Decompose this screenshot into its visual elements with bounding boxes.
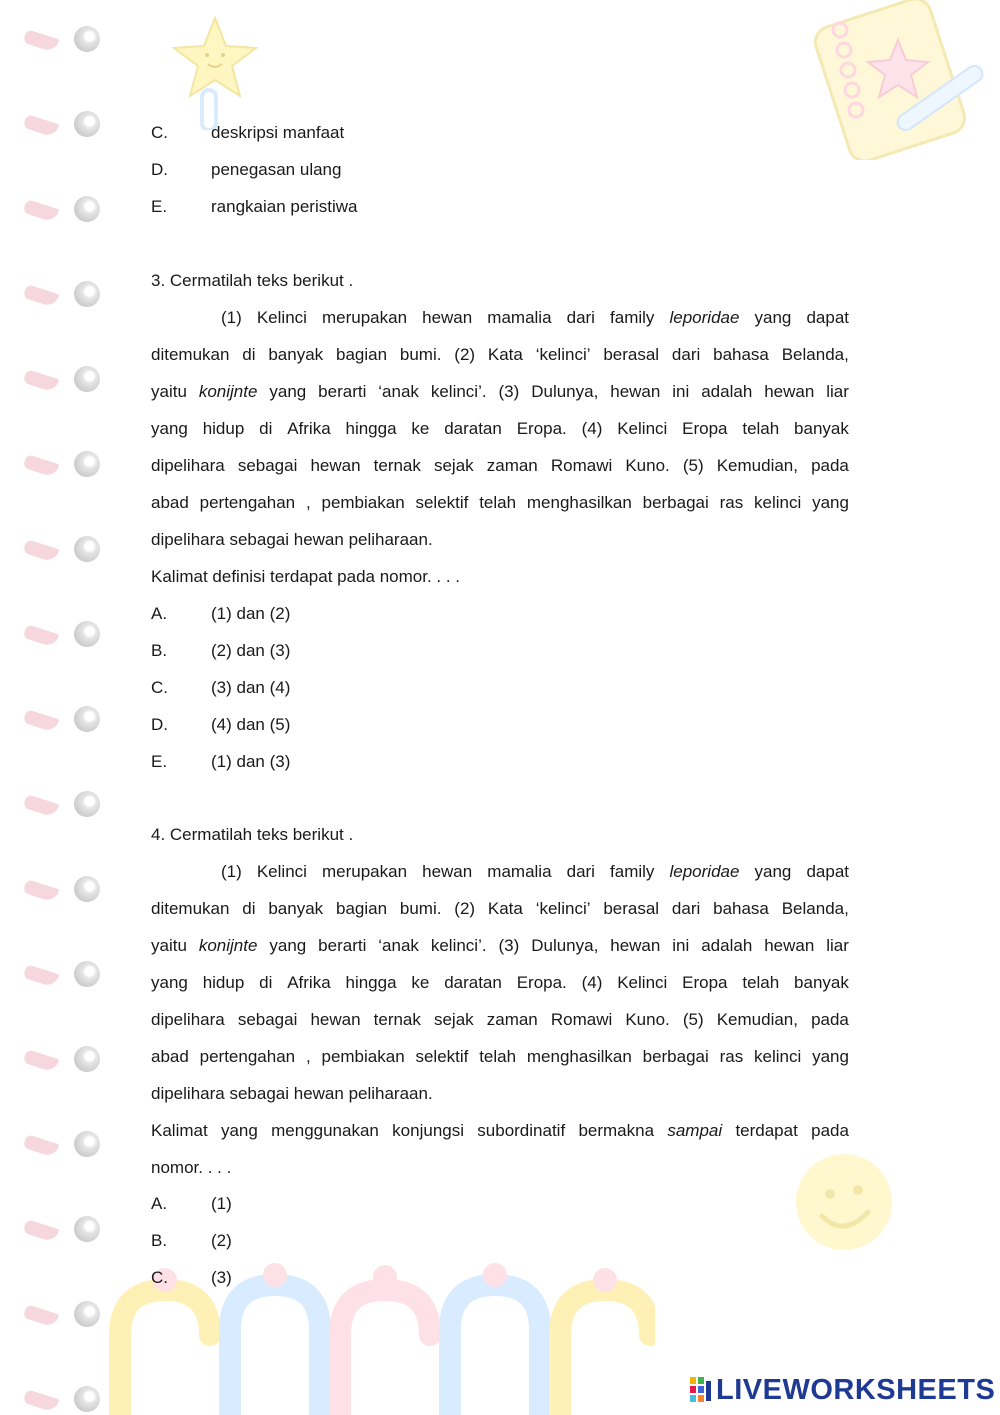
word: bagian	[335, 899, 388, 918]
binder-ring-icon	[74, 26, 100, 52]
word: sebagai	[237, 1010, 298, 1029]
word: terdapat	[735, 1121, 798, 1140]
binder-tab	[23, 29, 60, 53]
passage-line	[151, 1009, 849, 1031]
passage-line	[151, 1083, 849, 1105]
answer-option	[151, 1267, 849, 1289]
word: berarti	[318, 936, 367, 955]
word: sebagai	[229, 1084, 294, 1103]
italic-term: konijnte	[198, 382, 258, 401]
word: Eropa	[682, 973, 728, 992]
binder-tab	[23, 114, 60, 138]
word: yang	[151, 419, 188, 438]
option-letter: A.	[151, 1194, 168, 1213]
word: bumi.	[399, 899, 442, 918]
word: di	[242, 345, 256, 364]
word: Kata	[487, 899, 523, 918]
binder-tab	[23, 1134, 60, 1158]
binder-margin	[0, 0, 110, 1414]
binder-tab	[23, 284, 60, 308]
word: ternak	[373, 456, 421, 475]
word: Eropa	[682, 419, 728, 438]
word: banyak	[268, 345, 324, 364]
word: berbagai	[642, 493, 709, 512]
option-letter: C.	[151, 1268, 168, 1287]
word: ini	[672, 382, 690, 401]
word: Romawi	[550, 456, 613, 475]
binder-ring-icon	[74, 961, 100, 987]
binder-ring-icon	[74, 1216, 100, 1242]
q4-question-continued: nomor. . . .	[151, 1158, 232, 1177]
binder-tab	[23, 369, 60, 393]
passage-line	[151, 418, 849, 440]
word: Kuno.	[625, 1010, 670, 1029]
word: family	[610, 308, 655, 327]
binder-tab	[23, 709, 60, 733]
word: (3)	[498, 936, 520, 955]
answer-option	[151, 603, 849, 625]
star-clip-decoration	[160, 10, 270, 130]
passage-line	[151, 529, 849, 551]
word: pada	[811, 456, 849, 475]
word: yang	[812, 1047, 849, 1066]
answer-option	[151, 677, 849, 699]
word: family	[610, 862, 655, 881]
word: telah	[479, 1047, 517, 1066]
word: Dulunya,	[531, 936, 599, 955]
word: Kelinci	[617, 419, 668, 438]
word: dipelihara	[151, 1084, 230, 1103]
option-letter: C.	[151, 678, 168, 697]
binder-tab	[23, 539, 60, 563]
word: adalah	[701, 382, 753, 401]
word: dapat	[806, 308, 849, 327]
binder-tab	[23, 964, 60, 988]
binder-tab	[23, 199, 60, 223]
option-text: (2) dan (3)	[211, 641, 291, 660]
word: merupakan	[322, 862, 408, 881]
word: pertengahan	[199, 493, 296, 512]
word: bumi.	[399, 345, 442, 364]
binder-tab	[23, 794, 60, 818]
word: dari	[671, 899, 701, 918]
word: berbagai	[642, 1047, 709, 1066]
word: pada	[811, 1121, 849, 1140]
word: dari	[566, 862, 595, 881]
answer-option	[151, 122, 849, 144]
option-text: (2)	[211, 1231, 232, 1250]
answer-option	[151, 1230, 849, 1252]
word: di	[259, 419, 273, 438]
q3-question: Kalimat definisi terdapat pada nomor. . . .	[151, 567, 461, 586]
word: Kalimat	[151, 1121, 208, 1140]
option-text: (4) dan (5)	[211, 715, 291, 734]
word: Kemudian,	[716, 1010, 798, 1029]
option-text: (3)	[211, 1268, 232, 1287]
word: liar	[826, 936, 849, 955]
q4-heading: 4. Cermatilah teks berikut .	[151, 825, 354, 844]
word: (1)	[221, 862, 242, 881]
word: mamalia	[487, 862, 552, 881]
word: banyak	[268, 899, 324, 918]
binder-ring-icon	[74, 1131, 100, 1157]
word: daratan	[444, 973, 502, 992]
word: hewan	[610, 382, 661, 401]
binder-ring-icon	[74, 706, 100, 732]
word: banyak	[794, 973, 849, 992]
word: berasal	[603, 899, 660, 918]
word: Kemudian,	[716, 456, 798, 475]
word: ke	[411, 419, 430, 438]
binder-tab	[23, 1304, 60, 1328]
binder-tab	[23, 1049, 60, 1073]
binder-ring-icon	[74, 1046, 100, 1072]
word: ternak	[373, 1010, 421, 1029]
binder-tab	[23, 879, 60, 903]
word: bahasa	[713, 899, 769, 918]
word: yang	[151, 973, 188, 992]
word: hidup	[202, 419, 245, 438]
binder-ring-icon	[74, 196, 100, 222]
word: hingga	[345, 973, 397, 992]
word: (5)	[682, 456, 704, 475]
binder-ring-icon	[74, 366, 100, 392]
word: ditemukan	[151, 345, 230, 364]
word: liar	[826, 382, 849, 401]
option-letter: D.	[151, 715, 168, 734]
word: (2)	[454, 899, 476, 918]
word: hewan	[764, 382, 815, 401]
word: daratan	[444, 419, 502, 438]
word: (1)	[221, 308, 242, 327]
word: Belanda,	[781, 899, 849, 918]
passage-line	[151, 455, 849, 477]
word: pertengahan	[199, 1047, 296, 1066]
passage-line	[151, 898, 849, 920]
liveworksheets-brand	[690, 1373, 995, 1407]
word: telah	[479, 493, 517, 512]
word: adalah	[701, 936, 753, 955]
word: hingga	[345, 419, 397, 438]
passage-line	[151, 935, 849, 957]
answer-option	[151, 751, 849, 773]
word: yang	[269, 936, 307, 955]
option-letter: C.	[151, 123, 168, 142]
option-text: (1) dan (3)	[211, 752, 291, 771]
word: Afrika	[287, 973, 331, 992]
passage-line	[151, 381, 849, 403]
word: selektif	[415, 1047, 469, 1066]
word: ditemukan	[151, 899, 230, 918]
word: kelinci	[754, 1047, 802, 1066]
word: hewan	[764, 936, 815, 955]
word: dipelihara	[151, 530, 230, 549]
word: (4)	[581, 419, 603, 438]
word: ‘kelinci’	[535, 899, 591, 918]
word: yang	[754, 862, 792, 881]
word: hewan	[293, 1084, 349, 1103]
answer-option	[151, 1193, 849, 1215]
option-text: rangkaian peristiwa	[211, 197, 358, 216]
italic-term: leporidae	[669, 862, 740, 881]
passage-line	[221, 861, 849, 883]
brand-name: LIVEWORKSHEETS	[716, 1373, 996, 1406]
word: menghasilkan	[526, 1047, 632, 1066]
word: pembiakan	[321, 1047, 405, 1066]
word: yaitu	[151, 382, 187, 401]
q4-question	[151, 1120, 849, 1142]
word: hewan	[422, 308, 473, 327]
word: Kelinci	[256, 862, 307, 881]
word: Kelinci	[256, 308, 307, 327]
word: konjungsi	[392, 1121, 464, 1140]
passage-line	[151, 344, 849, 366]
word: Romawi	[550, 1010, 613, 1029]
word: selektif	[415, 493, 469, 512]
word: merupakan	[322, 308, 408, 327]
q3-heading: 3. Cermatilah teks berikut .	[151, 271, 354, 290]
word: ini	[672, 936, 690, 955]
option-letter: B.	[151, 641, 168, 660]
word: berasal	[603, 345, 660, 364]
answer-option	[151, 196, 849, 218]
word: banyak	[794, 419, 849, 438]
option-letter: A.	[151, 604, 168, 623]
word: abad	[151, 493, 189, 512]
passage-line	[151, 972, 849, 994]
binder-ring-icon	[74, 791, 100, 817]
option-text: (1) dan (2)	[211, 604, 291, 623]
word: (4)	[581, 973, 603, 992]
word: sebagai	[229, 530, 294, 549]
word: abad	[151, 1047, 189, 1066]
word: yang	[754, 308, 792, 327]
word: menghasilkan	[526, 493, 632, 512]
word: yang	[269, 382, 307, 401]
word: ‘anak	[378, 936, 419, 955]
word: Kata	[487, 345, 523, 364]
answer-option	[151, 640, 849, 662]
word: yaitu	[151, 936, 187, 955]
word: sejak	[433, 456, 474, 475]
word: dari	[566, 308, 595, 327]
word: Dulunya,	[531, 382, 599, 401]
word: kelinci’.	[430, 382, 487, 401]
word: hewan	[422, 862, 473, 881]
binder-ring-icon	[74, 876, 100, 902]
binder-ring-icon	[74, 621, 100, 647]
word: bermakna	[578, 1121, 655, 1140]
word: ras	[719, 493, 744, 512]
option-letter: B.	[151, 1231, 168, 1250]
word: pada	[811, 1010, 849, 1029]
binder-tab	[23, 1389, 60, 1413]
word: Eropa.	[516, 419, 567, 438]
answer-option	[151, 159, 849, 181]
option-text: deskripsi manfaat	[211, 123, 345, 142]
word: ‘kelinci’	[535, 345, 591, 364]
passage-line	[221, 307, 849, 329]
word: bahasa	[713, 345, 769, 364]
word: zaman	[486, 456, 538, 475]
word: sebagai	[237, 456, 298, 475]
word: Eropa.	[516, 973, 567, 992]
word: Belanda,	[781, 345, 849, 364]
binder-ring-icon	[74, 111, 100, 137]
word: dipelihara	[151, 456, 225, 475]
word: hewan	[310, 1010, 361, 1029]
binder-ring-icon	[74, 281, 100, 307]
word: Kelinci	[617, 973, 668, 992]
answer-option	[151, 714, 849, 736]
word: bagian	[335, 345, 388, 364]
word: hewan	[293, 530, 349, 549]
binder-ring-icon	[74, 536, 100, 562]
option-letter: E.	[151, 197, 168, 216]
word: kelinci’.	[430, 936, 487, 955]
word: hewan	[310, 456, 361, 475]
option-text: penegasan ulang	[211, 160, 342, 179]
word: sejak	[433, 1010, 474, 1029]
word: dari	[671, 345, 701, 364]
italic-term: leporidae	[669, 308, 740, 327]
word: hewan	[610, 936, 661, 955]
word: telah	[742, 419, 780, 438]
italic-term: sampai	[667, 1121, 723, 1140]
binder-ring-icon	[74, 451, 100, 477]
word: subordinatif	[477, 1121, 566, 1140]
liveworksheets-logo-icon	[690, 1377, 712, 1403]
word: yang	[812, 493, 849, 512]
word: ,	[305, 493, 311, 512]
word: dipelihara	[151, 1010, 225, 1029]
word: hidup	[202, 973, 245, 992]
word: peliharaan.	[348, 1084, 438, 1103]
word: peliharaan.	[348, 530, 438, 549]
word: yang	[220, 1121, 258, 1140]
word: kelinci	[754, 493, 802, 512]
word: (5)	[682, 1010, 704, 1029]
option-text: (1)	[211, 1194, 232, 1213]
passage-line	[151, 492, 849, 514]
word: di	[259, 973, 273, 992]
passage-line	[151, 1046, 849, 1068]
word: Afrika	[287, 419, 331, 438]
italic-term: konijnte	[198, 936, 258, 955]
word: telah	[742, 973, 780, 992]
option-letter: E.	[151, 752, 168, 771]
word: zaman	[486, 1010, 538, 1029]
word: berarti	[318, 382, 367, 401]
binder-tab	[23, 624, 60, 648]
binder-tab	[23, 1219, 60, 1243]
word: ‘anak	[378, 382, 419, 401]
word: di	[242, 899, 256, 918]
word: pembiakan	[321, 493, 405, 512]
word: Kuno.	[625, 456, 670, 475]
binder-tab	[23, 454, 60, 478]
word: ,	[305, 1047, 311, 1066]
word: (3)	[498, 382, 520, 401]
word: (2)	[454, 345, 476, 364]
option-text: (3) dan (4)	[211, 678, 291, 697]
option-letter: D.	[151, 160, 168, 179]
word: dapat	[806, 862, 849, 881]
word: ke	[411, 973, 430, 992]
word: ras	[719, 1047, 744, 1066]
word: menggunakan	[271, 1121, 379, 1140]
word: mamalia	[487, 308, 552, 327]
